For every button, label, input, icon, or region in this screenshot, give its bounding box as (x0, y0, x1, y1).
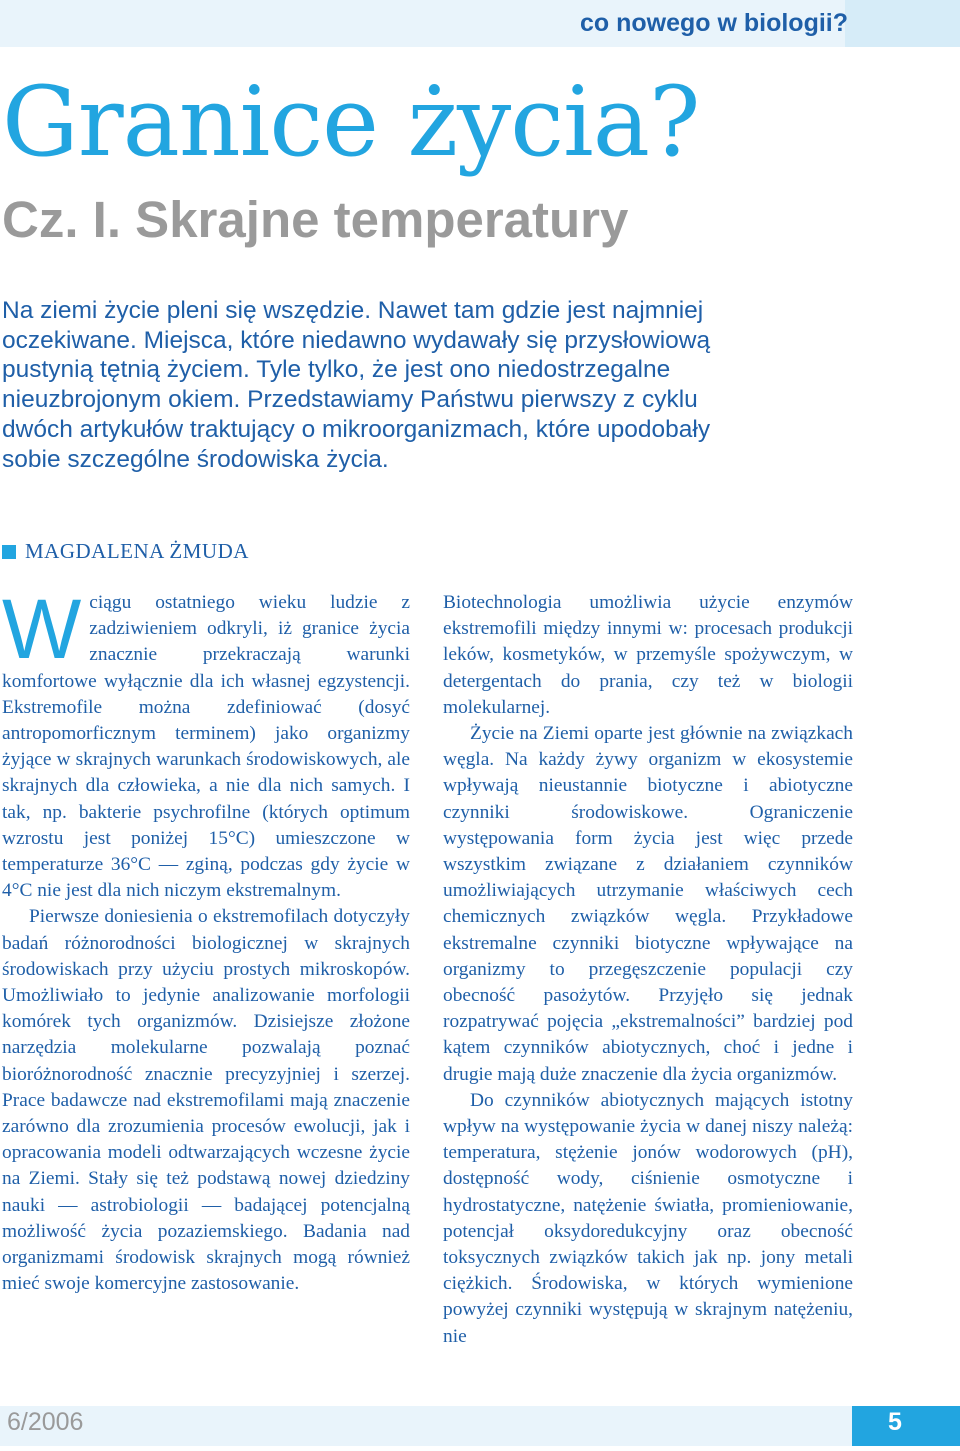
header-accent-block (845, 0, 960, 47)
lead-line: pustynią tętnią życiem. Tyle tylko, że jest ono niedostrzegalne (2, 356, 671, 384)
body-column-right (443, 590, 853, 1350)
article-title: Granice życia? (2, 66, 700, 178)
lead-line: Na ziemi życie pleni się wszędzie. Nawet tam gdzie jest najmniej (2, 297, 704, 324)
body-paragraph (2, 582, 410, 904)
body-paragraph: Do czynników abiotycznych mających istotny wpływ na występowanie życia w danej niszy należą: temperatura, stężenie jonów wodorowych (pH), dostępność wody, ciśnienie osmotyczne i hydrostatyczne, natężenie światła, promieniowanie, potencjał oksydoredukcyjny oraz obecność toksycznych związków takich jak np. jony metali ciężkich. Środowiska, w których wymienione powyżej czynniki występują w skrajnym natężeniu, nie (443, 1089, 853, 1347)
author-name: MAGDALENA ŻMUDA (25, 539, 249, 563)
byline (2, 539, 249, 564)
issue-label: 6/2006 (7, 1408, 84, 1436)
lead-line: oczekiwane. Miejsca, które niedawno wydawały się przysłowiową (2, 326, 711, 354)
square-bullet-icon (2, 545, 16, 559)
paragraph-text: ciągu ostatniego wieku ludzie z zadziwieniem odkryli, iż granice życia znacznie przekraczają warunki komfortowe wyłącznie dla ich własnej egzystencji. Ekstremofile można zdefiniować (dosyć antropomorficznym terminem) jako organizmy żyjące w skrajnych warunkach środowiskowych, ale skrajnych dla człowieka, a nie dla nich samych. I tak, np. bakterie psychrofilne (których optimum wzrostu jest poniżej 15°C) umieszczone w temperaturze 36°C — zginą, podczas gdy życie w 4°C nie jest dla nich niczym ekstremalnym. (2, 592, 410, 902)
body-paragraph: Pierwsze doniesienia o ekstremofilach dotyczyły badań różnorodności biologicznej w skrajnych środowiskach przy użyciu prostych mikroskopów. Umożliwiało to jedynie analizowanie morfologii komórek tych organizmów. Dzisiejsze złożone narzędzia molekularne pozwalają poznać bioróżnorodność znacznie precyzyjniej i szerzej. Prace badawcze nad ekstremofilami mają znaczenie zarówno dla zrozumienia procesów ewolucji, jak i opracowania modeli odtwarzających wczesne życie na Ziemi. Stały się też podstawą nowej dziedziny nauki — astrobiologii — badającej potencjalną możliwość życia pozaziemskiego. Badania nad organizmami środowisk skrajnych mogą również mieć swoje komercyjne zastosowanie. (2, 906, 410, 1295)
section-label: co nowego w biologii? (579, 9, 848, 37)
lead-paragraph (2, 296, 832, 474)
drop-cap: W (2, 582, 82, 676)
page-number: 5 (888, 1408, 902, 1436)
lead-line: nieuzbrojonym okiem. Przedstawiamy Państwu pierwszy z cyklu (2, 386, 698, 414)
lead-line: sobie szczególne środowiska życia. (2, 445, 389, 473)
page-number-box (852, 1406, 960, 1446)
body-column-left (2, 582, 410, 1297)
lead-line: dwóch artykułów traktujący o mikroorganizmach, które upodobały (2, 415, 711, 443)
article-subtitle: Cz. I. Skrajne temperatury (2, 191, 629, 248)
footer-band (0, 1406, 960, 1446)
body-paragraph: Życie na Ziemi oparte jest głównie na związkach węgla. Na każdy żywy organizm w ekosystemie wpływają nieustannie biotyczne i abiotyczne czynniki środowiskowe. Ograniczenie występowania form życia jest więc przede wszystkim związane z działaniem czynników umożliwiających utrzymanie właściwych cech chemicznych związków węgla. Przykładowe ekstremalne czynniki biotyczne wpływające na organizmy to przegęszczenie populacji czy obecność pasożytów. Przyjęło się jednak rozpatrywać pojęcia „ekstremalności” bardziej pod kątem czynników abiotycznych, choć i jedne i drugie mają duże znaczenie dla życia organizmów. (443, 723, 853, 1085)
body-paragraph: Biotechnologia umożliwia użycie enzymów ekstremofili między innymi w: procesach produkcji leków, kosmetyków, w przemyśle spożywczym, w detergentach do prania, czy też w biologii molekularnej. (443, 592, 853, 718)
